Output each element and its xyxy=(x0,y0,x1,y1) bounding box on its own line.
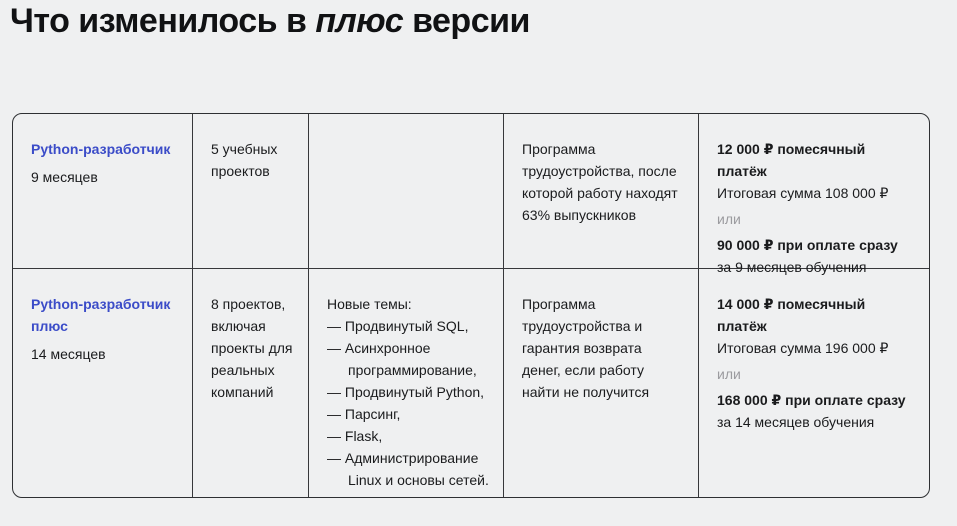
topic-list-item: — Асинхронное программирование, xyxy=(327,340,477,378)
upfront-price-note: за 14 месяцев обучения xyxy=(717,414,875,430)
pricing-cell-base xyxy=(699,114,929,275)
topics-cell-base xyxy=(309,114,504,269)
page-title-suffix: версии xyxy=(403,2,530,40)
monthly-price: 14 000 ₽ помесячный платёж xyxy=(717,296,866,334)
topic-list-item: — Администрирование Linux и основы сетей. xyxy=(327,450,489,488)
total-price: Итоговая сумма 108 000 ₽ xyxy=(717,185,889,201)
course-duration: 14 месяцев xyxy=(31,346,106,362)
projects-text: 5 учебных проектов xyxy=(211,141,278,179)
course-cell-plus xyxy=(13,269,193,498)
topic-list-item: — Продвинутый Python, xyxy=(327,384,485,400)
monthly-price: 12 000 ₽ помесячный платёж xyxy=(717,141,866,179)
page-title xyxy=(10,2,530,41)
or-divider-text: или xyxy=(717,211,741,227)
employment-text: Программа трудоустройства, после которой работу находят 63% выпускников xyxy=(522,141,678,223)
course-cell-base xyxy=(13,114,193,269)
course-name: Python-разработчик xyxy=(31,141,171,157)
course-duration: 9 месяцев xyxy=(31,169,98,185)
topic-list-item: — Flask, xyxy=(327,428,383,444)
course-name: Python-разработчик плюс xyxy=(31,296,171,334)
employment-text: Программа трудоустройства и гарантия возврата денег, если работу найти не получится xyxy=(522,296,650,400)
projects-cell-plus xyxy=(193,269,309,498)
topic-list-item: — Парсинг, xyxy=(327,406,401,422)
topic-list-item: — Продвинутый SQL, xyxy=(327,318,469,334)
employment-cell-base xyxy=(504,114,699,269)
pricing-cell-plus xyxy=(699,269,929,498)
projects-text: 8 проектов, включая проекты для реальных компаний xyxy=(211,296,293,400)
upfront-price: 90 000 ₽ при оплате сразу xyxy=(717,237,898,253)
total-price: Итоговая сумма 196 000 ₽ xyxy=(717,340,889,356)
topics-cell-plus xyxy=(309,269,504,498)
page-title-prefix: Что изменилось в xyxy=(10,2,316,40)
employment-cell-plus xyxy=(504,269,699,498)
projects-cell-base xyxy=(193,114,309,269)
upfront-price: 168 000 ₽ при оплате сразу xyxy=(717,392,906,408)
upfront-price-note: за 9 месяцев обучения xyxy=(717,259,867,275)
page-title-italic-word: плюс xyxy=(315,2,404,40)
topics-heading: Новые темы: xyxy=(327,296,412,312)
or-divider-text: или xyxy=(717,366,741,382)
course-comparison-table xyxy=(12,113,930,498)
